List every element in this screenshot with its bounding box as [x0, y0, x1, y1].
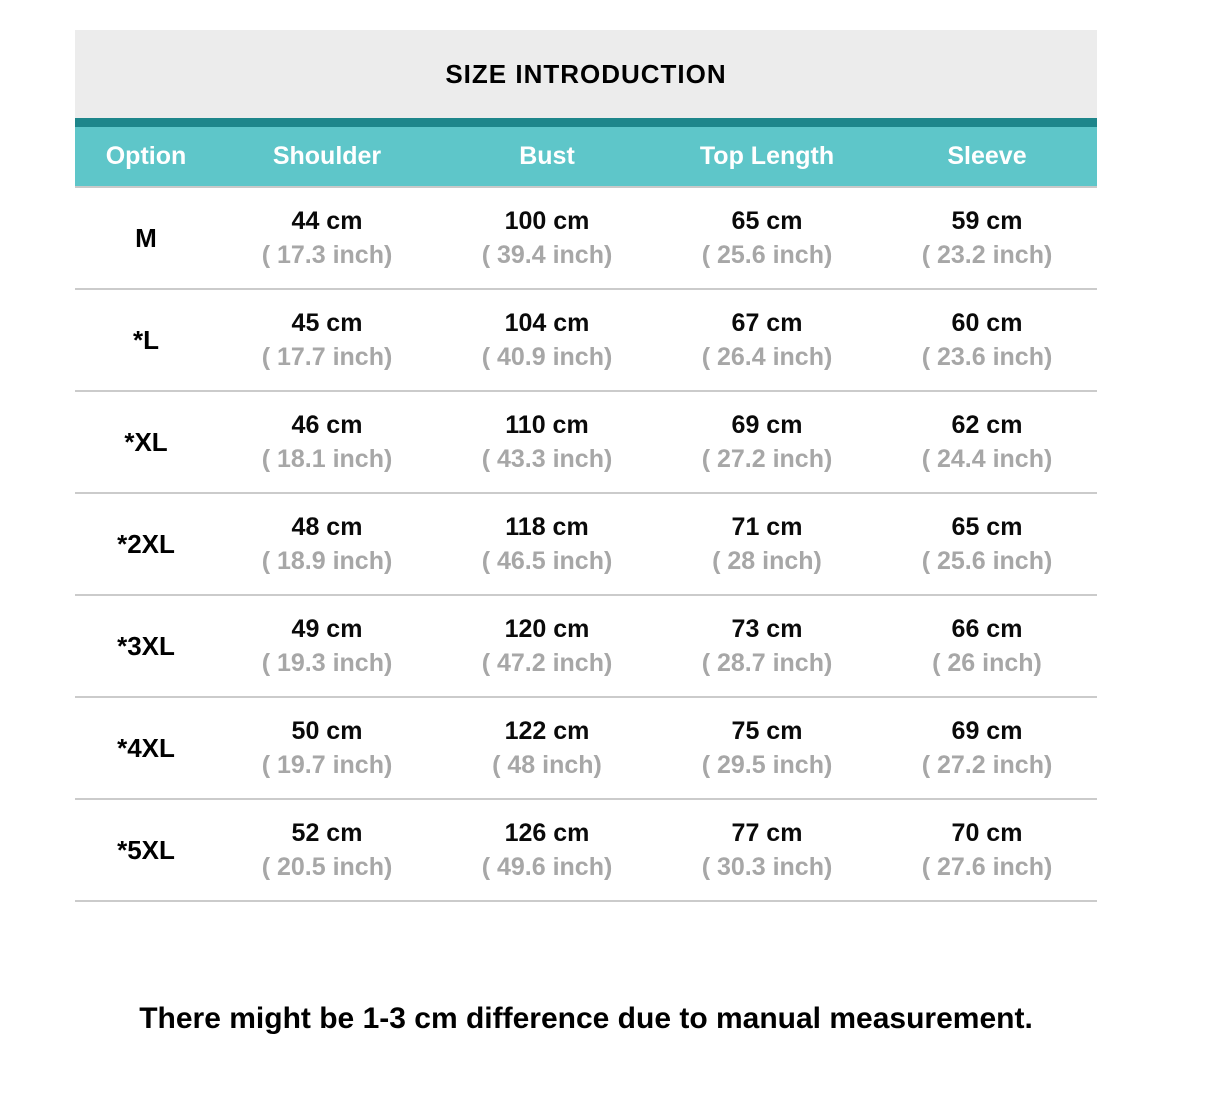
inch-value: ( 24.4 inch): [921, 445, 1053, 473]
cm-value: 66 cm: [951, 615, 1023, 643]
cm-value: 118 cm: [505, 513, 589, 541]
row-label: *5XL: [117, 834, 175, 865]
inch-value: ( 27.2 inch): [921, 751, 1053, 779]
inch-value: ( 26.4 inch): [701, 343, 833, 371]
measurement-cell: [437, 714, 657, 782]
measurement-cell: [437, 510, 657, 578]
table-row-m: [75, 188, 1097, 290]
size-chart: [75, 30, 1097, 902]
cm-value: 104 cm: [504, 309, 590, 337]
cm-value: 77 cm: [731, 819, 803, 847]
cm-value: 126 cm: [504, 819, 590, 847]
cm-value: 48 cm: [291, 513, 363, 541]
inch-value: ( 27.2 inch): [701, 445, 833, 473]
size-chart-title: SIZE INTRODUCTION: [445, 58, 727, 89]
inch-value: ( 27.6 inch): [921, 853, 1053, 881]
inch-value: ( 25.6 inch): [701, 241, 833, 269]
cm-value: 69 cm: [731, 411, 803, 439]
inch-value: ( 18.9 inch): [261, 547, 393, 575]
cm-value: 69 cm: [951, 717, 1023, 745]
measurement-cell: [657, 510, 877, 578]
measurement-cell: [437, 816, 657, 884]
cm-value: 67 cm: [731, 309, 803, 337]
measurement-cell: [217, 612, 437, 680]
inch-value: ( 19.7 inch): [261, 751, 393, 779]
measurement-disclaimer: There might be 1-3 cm difference due to manual measurement.: [139, 1002, 1033, 1035]
measurement-cell: [877, 306, 1097, 374]
measurement-cell: [437, 204, 657, 272]
measurement-cell: [657, 204, 877, 272]
measurement-cell: [877, 714, 1097, 782]
measurement-cell: [877, 816, 1097, 884]
measurement-cell: [877, 510, 1097, 578]
measurement-cell: [877, 612, 1097, 680]
cm-value: 70 cm: [951, 819, 1023, 847]
row-label: M: [135, 222, 157, 253]
cm-value: 65 cm: [951, 513, 1023, 541]
inch-value: ( 19.3 inch): [261, 649, 393, 677]
column-header-top-length: Top Length: [699, 142, 835, 170]
measurement-cell: [657, 408, 877, 476]
measurement-cell: [657, 714, 877, 782]
inch-value: ( 28.7 inch): [701, 649, 833, 677]
inch-value: ( 29.5 inch): [701, 751, 833, 779]
cm-value: 122 cm: [504, 717, 590, 745]
table-header-row: [75, 118, 1097, 188]
column-header-bust: Bust: [519, 142, 575, 170]
table-row-5xl: [75, 800, 1097, 902]
cm-value: 60 cm: [951, 309, 1023, 337]
row-label: *XL: [124, 426, 168, 457]
cm-value: 59 cm: [951, 207, 1023, 235]
inch-value: ( 25.6 inch): [921, 547, 1053, 575]
inch-value: ( 49.6 inch): [481, 853, 613, 881]
cm-value: 100 cm: [504, 207, 590, 235]
inch-value: ( 40.9 inch): [481, 343, 613, 371]
cm-value: 120 cm: [504, 615, 590, 643]
row-label: *3XL: [117, 630, 175, 661]
row-label: *2XL: [117, 528, 175, 559]
measurement-cell: [437, 408, 657, 476]
row-label: *4XL: [117, 732, 175, 763]
inch-value: ( 26 inch): [932, 649, 1042, 677]
column-header-sleeve: Sleeve: [947, 142, 1027, 170]
column-header-option: Option: [105, 142, 187, 170]
measurement-cell: [657, 816, 877, 884]
inch-value: ( 28 inch): [712, 547, 822, 575]
inch-value: ( 23.2 inch): [921, 241, 1053, 269]
measurement-cell: [217, 816, 437, 884]
inch-value: ( 30.3 inch): [701, 853, 833, 881]
inch-value: ( 20.5 inch): [261, 853, 393, 881]
table-row-4xl: [75, 698, 1097, 800]
measurement-cell: [217, 714, 437, 782]
measurement-cell: [217, 408, 437, 476]
size-chart-title-band: [75, 30, 1097, 118]
measurement-cell: [437, 306, 657, 374]
row-label: *L: [133, 324, 159, 355]
table-row-xl: [75, 392, 1097, 494]
inch-value: ( 47.2 inch): [481, 649, 613, 677]
measurement-cell: [657, 612, 877, 680]
measurement-cell: [437, 612, 657, 680]
cm-value: 65 cm: [731, 207, 803, 235]
inch-value: ( 48 inch): [492, 751, 602, 779]
inch-value: ( 43.3 inch): [481, 445, 613, 473]
table-row-3xl: [75, 596, 1097, 698]
cm-value: 50 cm: [291, 717, 363, 745]
cm-value: 75 cm: [731, 717, 803, 745]
inch-value: ( 18.1 inch): [261, 445, 393, 473]
cm-value: 73 cm: [731, 615, 803, 643]
inch-value: ( 17.3 inch): [261, 241, 393, 269]
inch-value: ( 17.7 inch): [261, 343, 393, 371]
cm-value: 52 cm: [291, 819, 363, 847]
cm-value: 62 cm: [951, 411, 1023, 439]
inch-value: ( 39.4 inch): [481, 241, 613, 269]
table-row-l: [75, 290, 1097, 392]
column-header-shoulder: Shoulder: [272, 142, 382, 170]
inch-value: ( 23.6 inch): [921, 343, 1053, 371]
cm-value: 110 cm: [505, 411, 589, 439]
cm-value: 71 cm: [731, 513, 803, 541]
measurement-cell: [217, 306, 437, 374]
inch-value: ( 46.5 inch): [481, 547, 613, 575]
measurement-cell: [217, 204, 437, 272]
measurement-cell: [877, 204, 1097, 272]
table-row-2xl: [75, 494, 1097, 596]
cm-value: 46 cm: [291, 411, 363, 439]
measurement-cell: [657, 306, 877, 374]
measurement-cell: [877, 408, 1097, 476]
measurement-cell: [217, 510, 437, 578]
cm-value: 45 cm: [291, 309, 363, 337]
cm-value: 44 cm: [291, 207, 363, 235]
cm-value: 49 cm: [291, 615, 363, 643]
